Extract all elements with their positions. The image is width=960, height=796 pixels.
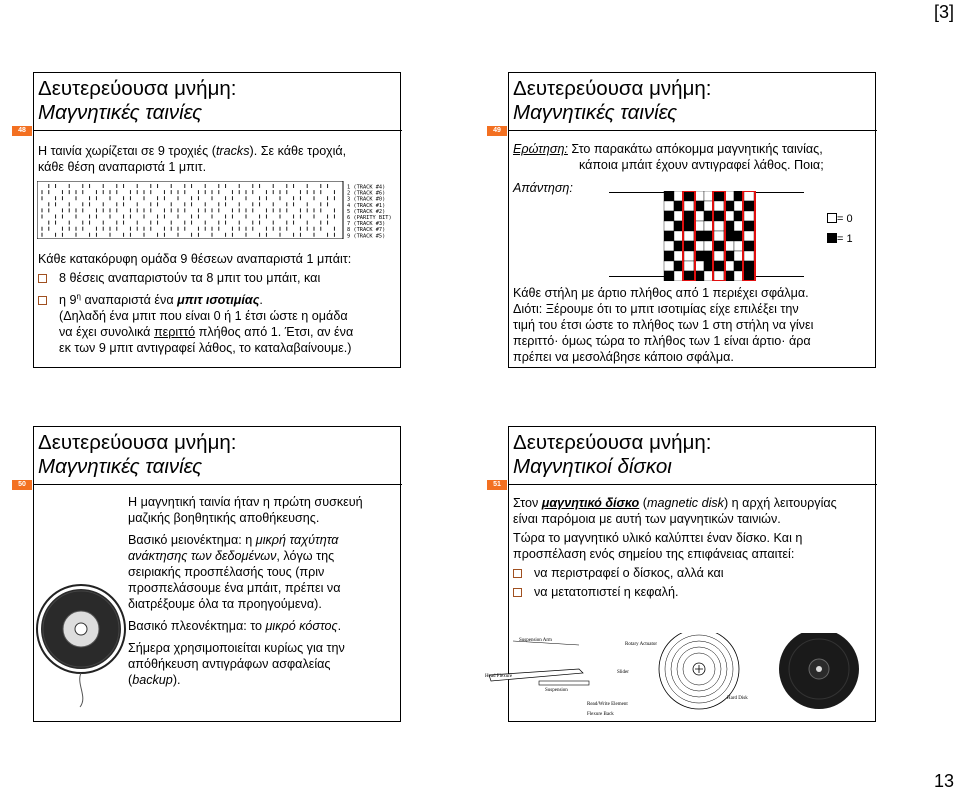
text: magnetic disk: [646, 496, 724, 510]
tape-reel-image: [36, 549, 126, 709]
question: [513, 141, 824, 173]
text: περιττό: [153, 325, 196, 340]
bit-cell: [684, 221, 694, 231]
track-label: 3 (TRACK #0): [347, 196, 386, 203]
bit-cell: [714, 211, 724, 221]
text: ). Σε κάθε τροχιά,: [249, 144, 347, 158]
bit-cell: [744, 231, 754, 241]
title-line-1: Δευτερεύουσα μνήμη:: [513, 77, 712, 100]
text: η: [76, 292, 81, 301]
title-line-1: Δευτερεύουσα μνήμη:: [38, 77, 237, 100]
bit-cell: [744, 271, 754, 281]
track-label: 1 (TRACK #4): [347, 184, 386, 191]
bit-grid: [659, 191, 759, 281]
square-bullet-icon: [38, 296, 47, 305]
text: διατρέξουμε όλα τα προηγούμενα).: [128, 597, 322, 611]
bit-cell: [664, 191, 674, 201]
text: μαγνητικό δίσκο: [541, 496, 640, 510]
slide-title: [38, 431, 236, 479]
bit-cell: [684, 231, 694, 241]
text: Στο παρακάτω απόκομμα μαγνητικής ταινίας,: [567, 142, 823, 156]
text: , λόγω της: [276, 549, 335, 563]
page-number-bottom: 13: [933, 771, 954, 791]
bit-cell: [684, 251, 694, 261]
text: ).: [172, 673, 181, 687]
text: είναι παρόμοια με αυτή των μαγνητικών ταινιών.: [513, 512, 781, 526]
text: η 9: [59, 293, 77, 308]
bit-cell: [744, 261, 754, 271]
text: αναπαριστά ένα: [80, 293, 178, 308]
bit-cell: [664, 241, 674, 251]
bit-cell: [664, 211, 674, 221]
text: = 0: [837, 213, 853, 225]
bit-cell: [744, 211, 754, 221]
page-number-top: [3]: [933, 2, 954, 22]
bit-cell: [714, 241, 724, 251]
label-hard-disk: Hard Disk: [727, 696, 748, 701]
bit-cell: [664, 251, 674, 261]
bit-cell: [744, 191, 754, 201]
bit-cell: [714, 231, 724, 241]
bit-cell: [744, 221, 754, 231]
text: tracks: [215, 144, 250, 158]
slide-title: [513, 77, 711, 125]
label-suspension-arm: Suspension Arm: [519, 638, 552, 643]
bullet-item: [38, 270, 353, 286]
label-head-flexure: Head Flexure: [485, 674, 513, 679]
text: πρέπει να μεσολάβησε κάποιο σφάλμα.: [513, 350, 734, 364]
slide-number-badge: 51: [487, 480, 507, 490]
track-label: 4 (TRACK #1): [347, 202, 386, 209]
text: προσπέλαση ενός σημείου της επιφάνειας απαιτεί:: [513, 547, 795, 561]
byte-explanation: [38, 251, 353, 356]
slide-50: [18, 426, 401, 722]
text: Σήμερα χρησιμοποιείται κυρίως για την: [128, 641, 345, 655]
text: μαζικής βοηθητικής αποθήκευσης.: [128, 511, 320, 525]
text: (: [639, 496, 647, 510]
text: ) η αρχή λειτουργίας: [723, 496, 837, 510]
bit-cell: [684, 191, 694, 201]
answer-label: Απάντηση:: [513, 181, 573, 195]
bit-cell: [714, 191, 724, 201]
text: Διότι: Ξέρουμε ότι το μπιτ ισοτιμίας είχε επιλέξει την: [513, 302, 799, 316]
legend-one: [827, 233, 853, 245]
text: .: [337, 619, 342, 633]
text: απόθήκευση αντιγράφων ασφαλείας: [128, 657, 331, 671]
text: (: [128, 673, 133, 687]
text: Κάθε στήλη με άρτιο πλήθος από 1 περιέχει σφάλμα.: [513, 286, 809, 300]
tape-tracks-figure: [37, 181, 397, 239]
bit-cell: [664, 221, 674, 231]
text: = 1: [837, 233, 853, 245]
text: να μετατοπιστεί η κεφαλή.: [534, 585, 679, 599]
track-label: 6 (PARITY BIT): [347, 215, 392, 221]
bit-cell: [664, 201, 674, 211]
bit-cell: [714, 251, 724, 261]
bit-cell: [664, 261, 674, 271]
text: Βασικό μειονέκτημα: η: [128, 533, 256, 547]
slide-title: [513, 431, 711, 479]
slide-number-badge: 49: [487, 126, 507, 136]
text: backup: [132, 673, 173, 687]
legend-zero: [827, 213, 853, 225]
track-label: 8 (TRACK #7): [347, 227, 386, 234]
square-bullet-icon: [513, 569, 522, 578]
bit-cell: [744, 241, 754, 251]
track-label: 7 (TRACK #3): [347, 221, 386, 228]
bit-cell: [714, 201, 724, 211]
text: Ερώτηση:: [513, 142, 568, 156]
label-read-write-element: Read/Write Element: [587, 702, 628, 707]
text: Στον: [513, 496, 542, 510]
bullet-item: [513, 565, 873, 581]
bit-cell: [714, 271, 724, 281]
track-label: 5 (TRACK #2): [347, 208, 386, 215]
slide-48: [18, 72, 401, 368]
bit-cell: [664, 231, 674, 241]
black-square-icon: [827, 233, 837, 243]
slide-title: [38, 77, 236, 125]
text: Βασικό πλεονέκτημα: το: [128, 619, 266, 633]
title-line-2: Μαγνητικές ταινίες: [38, 455, 203, 478]
slide-49: [493, 72, 876, 368]
bit-cell: [684, 211, 694, 221]
title-line-1: Δευτερεύουσα μνήμη:: [513, 431, 712, 454]
title-bar: [12, 126, 402, 136]
text: (Δηλαδή ένα μπιτ που είναι 0 ή 1 έτσι ώστε η ομάδα: [59, 309, 348, 324]
title-bar: [487, 126, 877, 136]
bit-cell: [684, 261, 694, 271]
label-flexure-back: Flexure Back: [587, 712, 614, 717]
title-line-1: Δευτερεύουσα μνήμη:: [38, 431, 237, 454]
text: 8 θέσεις αναπαριστούν τα 8 μπιτ του μπάιτ, και: [59, 271, 321, 285]
text: μικρή ταχύτητα: [255, 533, 339, 547]
hard-disk-diagram: [479, 633, 879, 723]
text: να έχει συνολικά: [59, 325, 154, 340]
title-bar: [487, 480, 877, 490]
white-square-icon: [827, 213, 837, 223]
bit-cell: [714, 221, 724, 231]
bit-cell: [684, 241, 694, 251]
byte-line: Κάθε κατακόρυφη ομάδα 9 θέσεων αναπαριστά 1 μπάιτ:: [38, 252, 352, 266]
text: σειριακής προσπέλασής τους (πριν: [128, 565, 325, 579]
answer-explanation: [513, 285, 813, 365]
bit-cell: [684, 201, 694, 211]
slide-number-badge: 48: [12, 126, 32, 136]
title-bar: [12, 480, 402, 490]
track-label: 9 (TRACK #5): [347, 233, 386, 239]
label-suspension: Suspension: [545, 688, 568, 693]
text: πλήθος από 1. Έτσι, αν ένα: [195, 325, 354, 340]
disk-text: [513, 495, 873, 600]
text: εκ των 9 μπιτ αντιγραφεί λάθος, το καταλαβαίνουμε.): [59, 341, 352, 356]
title-line-2: Μαγνητικές ταινίες: [38, 101, 203, 124]
text: ανάκτησης των δεδομένων: [128, 549, 277, 563]
text: κάποια μπάιτ έχουν αντιγραφεί λάθος. Ποια;: [579, 158, 824, 172]
paren-text: [59, 308, 353, 356]
bit-cell: [664, 271, 674, 281]
text: μπιτ ισοτιμίας: [177, 293, 260, 308]
bullet-item: [513, 584, 873, 600]
text: Η μαγνητική ταινία ήταν η πρώτη συσκευή: [128, 495, 363, 509]
bit-cell: [744, 201, 754, 211]
slide-number-badge: 50: [12, 480, 32, 490]
slide-51: [485, 426, 876, 722]
tape-text: [128, 494, 398, 688]
text: μικρό κόστος: [265, 619, 338, 633]
bit-cell: [684, 271, 694, 281]
square-bullet-icon: [513, 588, 522, 597]
text: προσπελάσουμε ένα μπάιτ, πρέπει να: [128, 581, 341, 595]
text: να περιστραφεί ο δίσκος, αλλά και: [534, 566, 724, 580]
text: περιττό· όμως τώρα το πλήθος των 1 είναι άρτιο· άρα: [513, 334, 811, 348]
square-bullet-icon: [38, 274, 47, 283]
bullet-item: [38, 289, 353, 308]
bit-cell: [744, 251, 754, 261]
title-line-2: Μαγνητικοί δίσκοι: [513, 455, 672, 478]
label-rotary-actuator: Rotary Actuator: [625, 642, 658, 647]
bit-cell: [714, 261, 724, 271]
label-slider: Slider: [617, 670, 629, 675]
title-line-2: Μαγνητικές ταινίες: [513, 101, 678, 124]
track-label: 2 (TRACK #6): [347, 190, 386, 197]
text: .: [259, 293, 263, 308]
text: Η ταινία χωρίζεται σε 9 τροχιές (: [38, 144, 216, 158]
text: Τώρα το μαγνητικό υλικό καλύπτει έναν δίσκο. Και η: [513, 531, 803, 545]
intro-text: [38, 143, 346, 175]
text: τιμή του έτσι ώστε το πλήθος των 1 στη στήλη να γίνει: [513, 318, 814, 332]
text: κάθε θέση αναπαριστά 1 μπιτ.: [38, 160, 207, 174]
